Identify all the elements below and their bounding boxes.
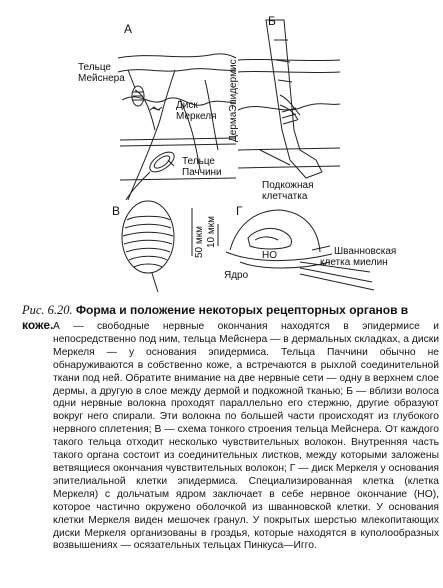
schwann-label-line1: Шванновская [334, 246, 397, 257]
meissner-label-line2: Мейснера [78, 73, 125, 84]
panel-a-letter: А [124, 22, 133, 36]
panel-v-letter: В [112, 204, 121, 218]
caption-body: А — свободные нервные окончания находятся в эпидермисе и непосредственно под ним, тельца Мейснера — в дермальных складках, а диски Меркеля — у основания эпидермиса. Тельца Паччини обычно не обнаруживаются в собственно коже, а встречаются в рыхлой соединительной ткани под ней. Обратите внимание на две нервные сети — одну в верхнем слое дермы, а другую в слое между дермой и подкожной тканью; Б — вблизи волоса одни нервные волокна проходят параллельно его стержню, другие образуют вокруг него спирали. Эти волокна по большей части происходят из глубокого нервного сплетения; В — схема тонкого строения тельца Мейснера. От каждого такого тельца отходит несколько чувствительных волокон. Внутренняя часть такого органа состоит из соединительных листков, между которыми заложены ветвящиеся окончания чувствительных волокон; Г — диск Меркеля у основания эпителиальной клетки эпидермиса. Специализированная клетка (клетка Меркеля) с дольчатым ядром заключает в себе нервное окончание (НО), которое частично окружено оболочкой из шванновской клетки. У основания клетки Меркеля виден мешочек гранул. У покрытых шерстью млекопитающих диски Меркеля организованы в гроздья, которые находятся в куполообразных возвышениях — осязательных тельцах Пинкуса—Игго. [53, 321, 439, 552]
panel-b-letter: Б [268, 14, 276, 28]
subcutis-label-line2: клетчатка [262, 191, 308, 202]
epidermis-label: Эпидермис [228, 59, 239, 112]
scale-50-label: 50 мкм [194, 225, 205, 258]
merkel-label-line2: Меркеля [176, 111, 217, 122]
caption-title: Форма и положение некоторых рецепторных органов в коже. [22, 303, 409, 332]
schwann-label-line2: клетка миелин [320, 257, 388, 268]
scale-10-label: 10 мкм [206, 215, 217, 248]
nucleus-label: Ядро [224, 270, 249, 281]
merkel-label-line1: Диск [176, 100, 198, 111]
derma-label: Дерма [228, 111, 239, 142]
pacini-label-line2: Паччини [182, 167, 222, 178]
figure [0, 0, 443, 292]
panel-g-letter: Г [236, 204, 243, 218]
caption-number: Рис. 6.20. [22, 303, 73, 317]
ho-label: НО [262, 250, 277, 261]
subcutis-label-line1: Подкожная [262, 180, 314, 191]
meissner-label-line1: Тельце [78, 62, 111, 73]
pacini-label-line1: Тельце [182, 156, 215, 167]
